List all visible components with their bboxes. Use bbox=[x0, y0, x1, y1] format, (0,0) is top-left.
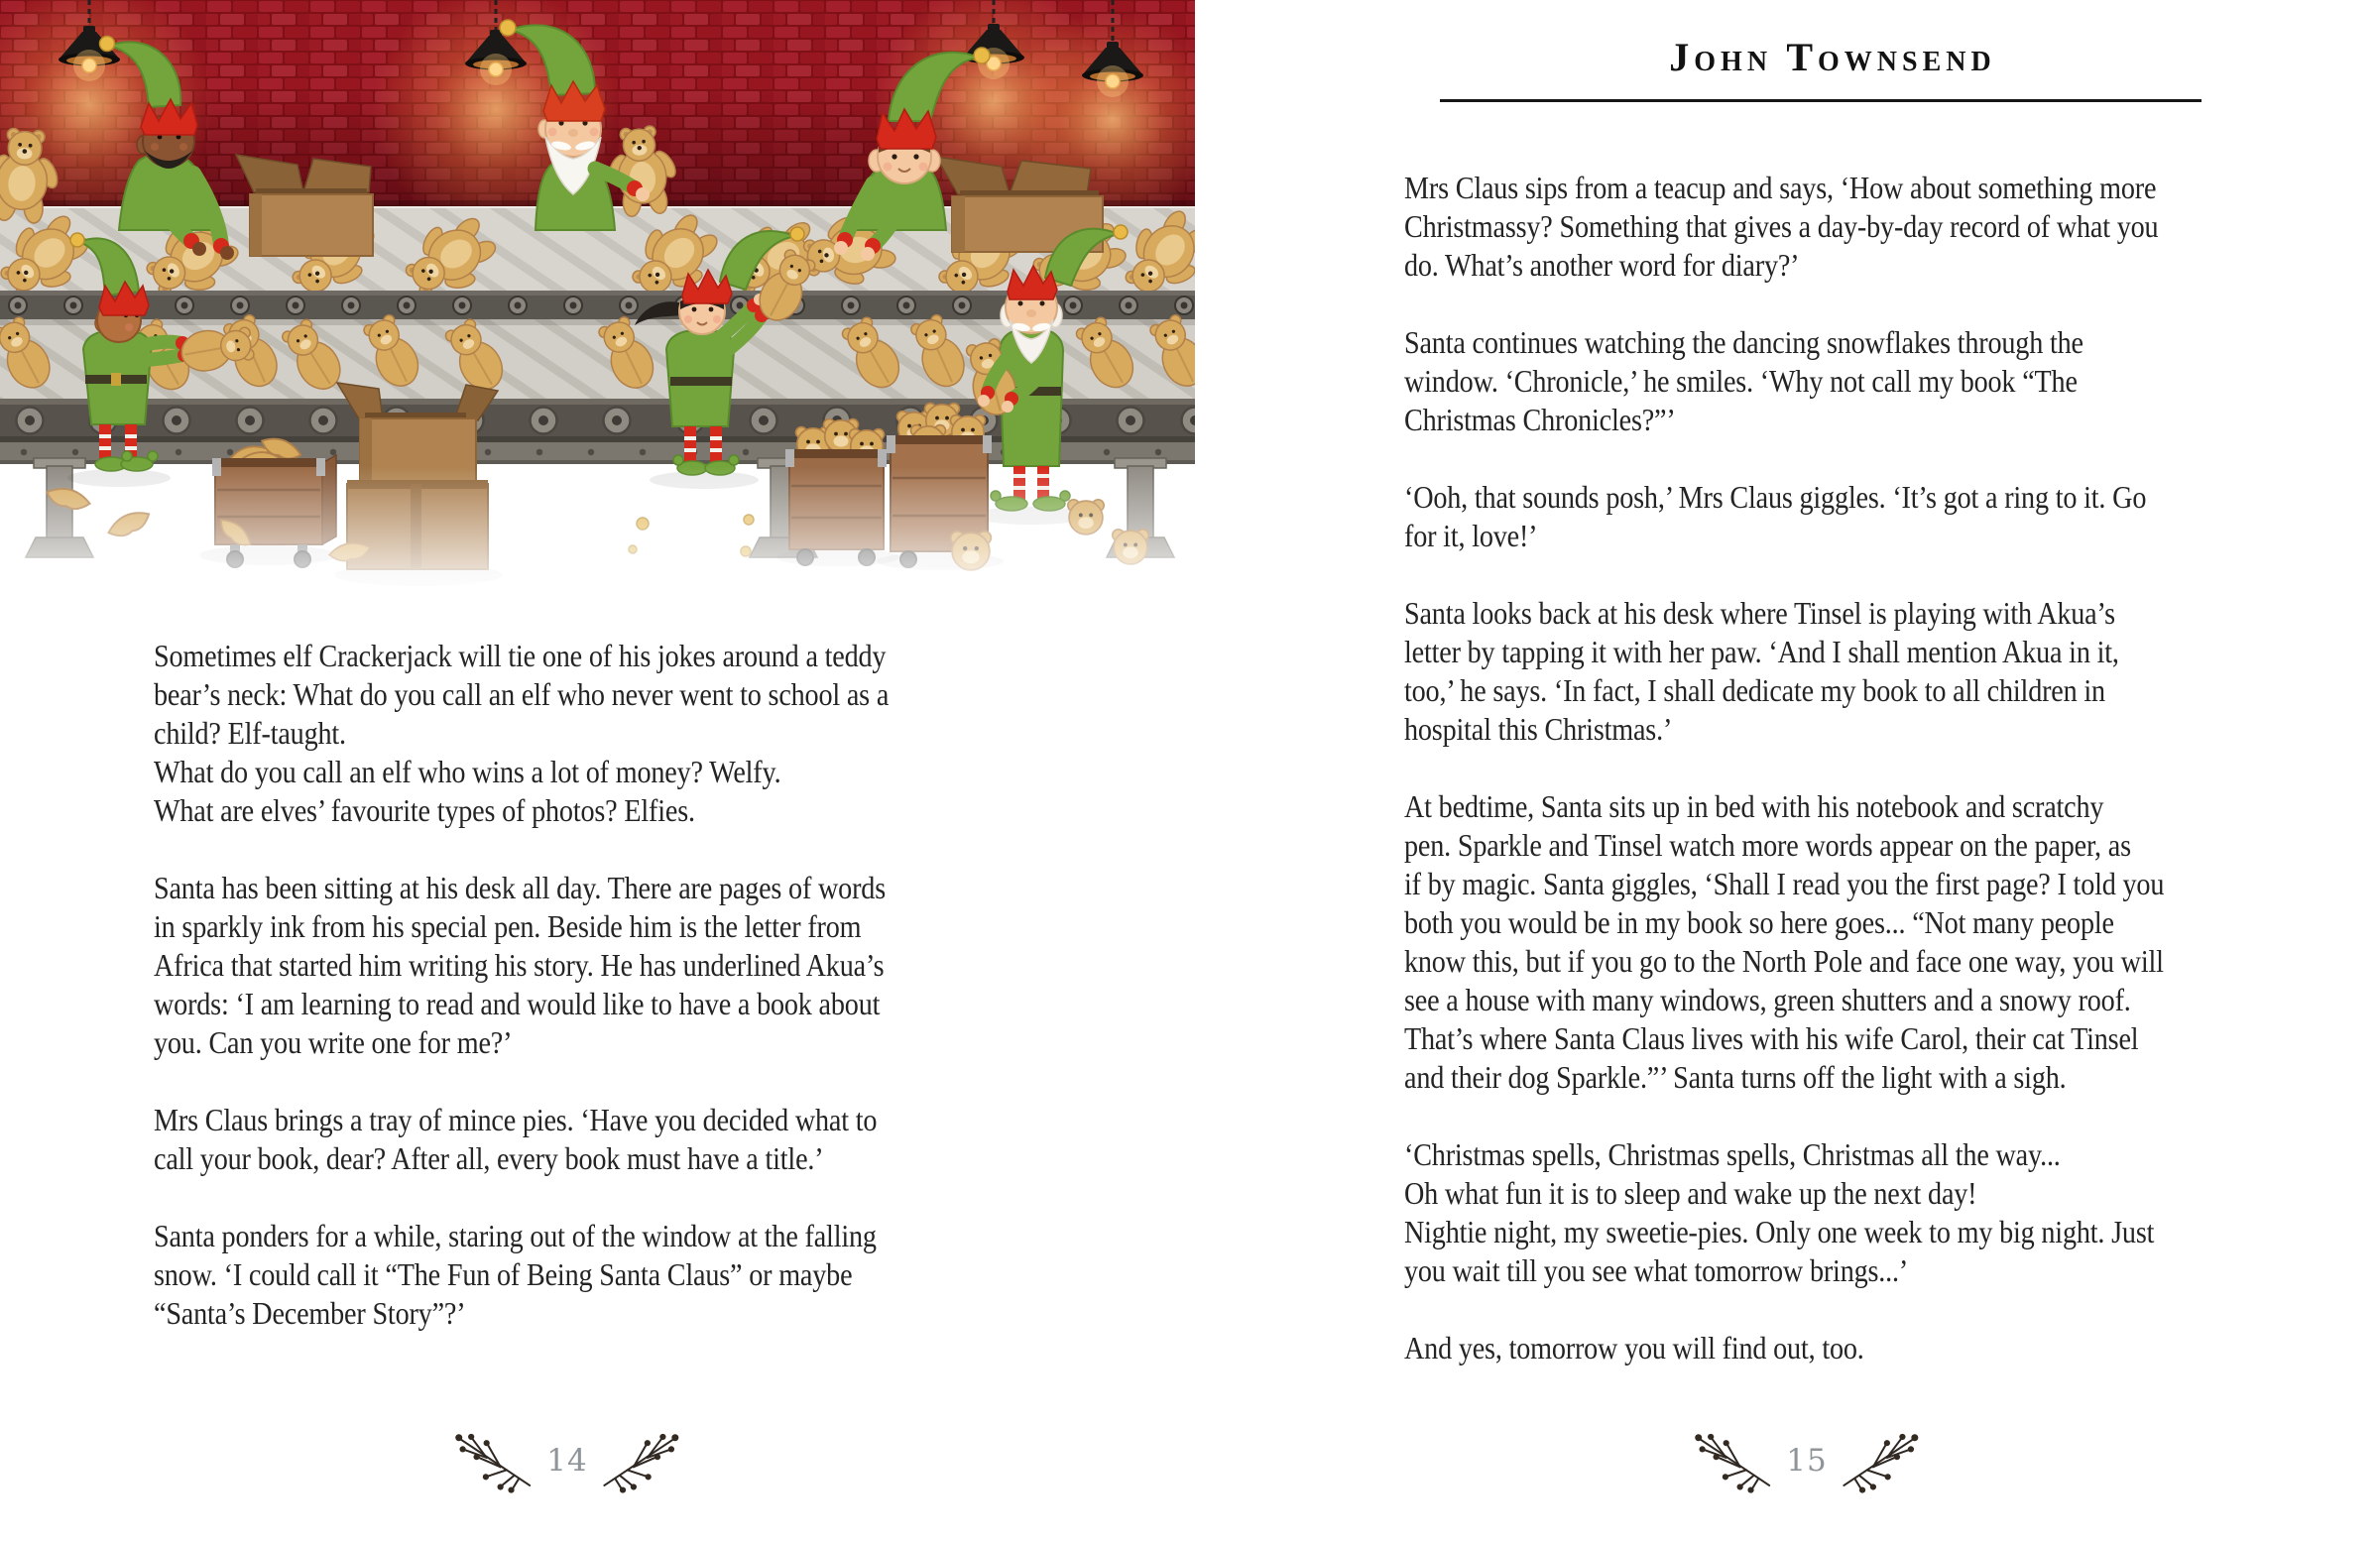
text-line: for it, love!’ bbox=[1404, 518, 1538, 553]
paragraph bbox=[1404, 323, 2251, 439]
text-line: Oh what fun it is to sleep and wake up the next day! bbox=[1404, 1175, 1977, 1211]
header-rule bbox=[1440, 99, 2202, 102]
text-line: Mrs Claus sips from a teacup and says, ‘How about something more bbox=[1404, 170, 2157, 205]
text-line: At bedtime, Santa sits up in bed with his notebook and scratchy bbox=[1404, 788, 2104, 824]
text-line: bear’s neck: What do you call an elf who never went to school as a bbox=[154, 676, 890, 712]
paragraph bbox=[1404, 787, 2251, 1097]
paragraph bbox=[154, 1101, 1001, 1178]
text-line: words: ‘I am learning to read and would like to have a book about bbox=[154, 986, 881, 1021]
text-line: And yes, tomorrow you will find out, too. bbox=[1404, 1330, 1864, 1365]
paragraph bbox=[1404, 594, 2251, 749]
page-number: 14 bbox=[546, 1442, 588, 1479]
text-line: Christmassy? Something that gives a day-by-day record of what you bbox=[1404, 208, 2159, 244]
text-line: Santa has been sitting at his desk all day. There are pages of words bbox=[154, 870, 886, 905]
text-line: ‘Christmas spells, Christmas spells, Christmas all the way... bbox=[1404, 1136, 2061, 1172]
text-line: window. ‘Chronicle,’ he smiles. ‘Why not call my book “The bbox=[1404, 363, 2078, 399]
text-line: Santa ponders for a while, staring out of the window at the falling bbox=[154, 1218, 877, 1253]
text-line: too,’ he says. ‘In fact, I shall dedicate my book to all children in bbox=[1404, 672, 2105, 708]
text-line: see a house with many windows, green shutters and a snowy roof. bbox=[1404, 982, 2131, 1017]
text-line: pen. Sparkle and Tinsel watch more words appear on the paper, as bbox=[1404, 827, 2131, 863]
text-line: ‘Ooh, that sounds posh,’ Mrs Claus giggles. ‘It’s got a ring to it. Go bbox=[1404, 479, 2147, 515]
paragraph bbox=[1404, 1135, 2251, 1290]
text-line: Nightie night, my sweetie-pies. Only one week to my big night. Just bbox=[1404, 1214, 2155, 1249]
paragraph bbox=[1404, 169, 2251, 285]
twig-ornament-icon bbox=[1840, 1430, 1923, 1495]
text-line: Christmas Chronicles?”’ bbox=[1404, 402, 1676, 437]
page-header bbox=[1396, 34, 2269, 80]
text-line: you. Can you write one for me?’ bbox=[154, 1024, 513, 1060]
paragraph bbox=[154, 1217, 1001, 1333]
text-line: in sparkly ink from his special pen. Beside him is the letter from bbox=[154, 908, 862, 944]
text-line: Santa continues watching the dancing snowflakes through the bbox=[1404, 324, 2083, 360]
text-line: you wait till you see what tomorrow brings...’ bbox=[1404, 1252, 1909, 1288]
text-line: What do you call an elf who wins a lot of money? Welfy. bbox=[154, 754, 781, 789]
text-line: and their dog Sparkle.”’ Santa turns off the light with a sigh. bbox=[1404, 1059, 2067, 1095]
text-line: know this, but if you go to the North Pole and face one way, you will bbox=[1404, 943, 2164, 979]
text-line: call your book, dear? After all, every book must have a title.’ bbox=[154, 1140, 824, 1176]
text-line: hospital this Christmas.’ bbox=[1404, 711, 1673, 747]
paragraph bbox=[154, 637, 1001, 830]
twig-ornament-icon bbox=[1691, 1430, 1774, 1495]
text-line: child? Elf-taught. bbox=[154, 715, 346, 751]
left-page-text bbox=[154, 637, 1001, 1371]
text-line: That’s where Santa Claus lives with his wife Carol, their cat Tinsel bbox=[1404, 1020, 2139, 1056]
left-page-footer bbox=[451, 1430, 682, 1495]
floor-fade bbox=[0, 466, 1195, 605]
text-line: both you would be in my book so here goes... “Not many people bbox=[1404, 904, 2114, 940]
text-line: “Santa’s December Story”?’ bbox=[154, 1295, 466, 1331]
text-line: Santa looks back at his desk where Tinsel is playing with Akua’s bbox=[1404, 595, 2115, 631]
right-page-text bbox=[1404, 169, 2251, 1406]
text-line: letter by tapping it with her paw. ‘And I shall mention Akua in it, bbox=[1404, 634, 2119, 669]
paragraph bbox=[1404, 1329, 2251, 1367]
text-line: do. What’s another word for diary?’ bbox=[1404, 247, 1800, 283]
text-line: Sometimes elf Crackerjack will tie one of his jokes around a teddy bbox=[154, 638, 887, 673]
twig-ornament-icon bbox=[600, 1430, 683, 1495]
twig-ornament-icon bbox=[451, 1430, 535, 1495]
text-line: What are elves’ favourite types of photos? Elfies. bbox=[154, 792, 695, 828]
text-line: if by magic. Santa giggles, ‘Shall I read you the first page? I told you bbox=[1404, 866, 2165, 901]
text-line: Mrs Claus brings a tray of mince pies. ‘Have you decided what to bbox=[154, 1102, 878, 1137]
author-name: John Townsend bbox=[1669, 35, 1996, 79]
paragraph bbox=[154, 869, 1001, 1062]
paragraph bbox=[1404, 478, 2251, 555]
text-line: snow. ‘I could call it “The Fun of Being Santa Claus” or maybe bbox=[154, 1256, 853, 1292]
page-number: 15 bbox=[1786, 1442, 1828, 1479]
right-page-footer bbox=[1691, 1430, 1922, 1495]
elf-factory-illustration bbox=[0, 0, 1195, 605]
text-line: Africa that started him writing his story. He has underlined Akua’s bbox=[154, 947, 885, 983]
